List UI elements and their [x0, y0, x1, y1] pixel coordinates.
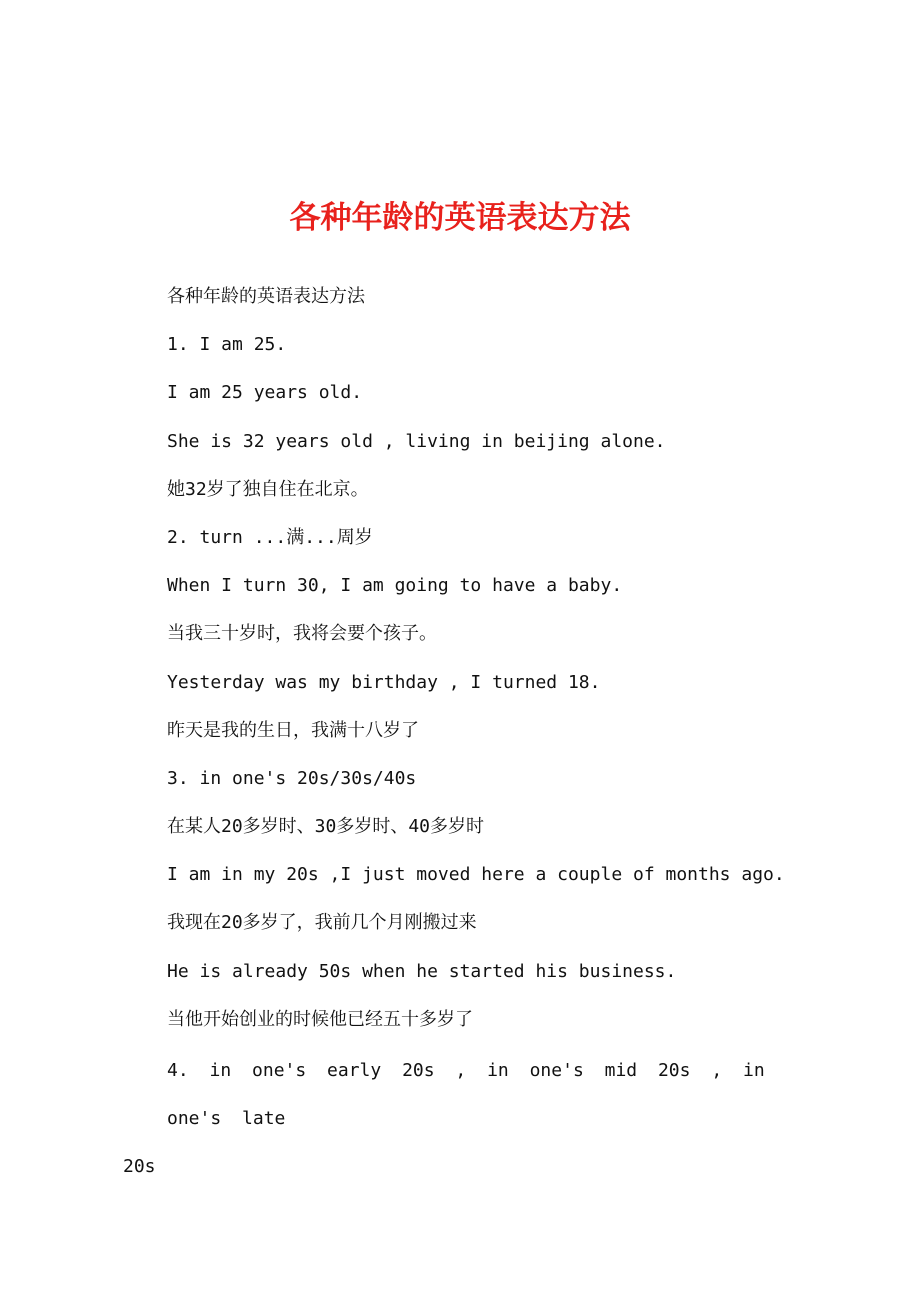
paragraph-point-1: 1. I am 25.: [167, 334, 287, 356]
paragraph-example: When I turn 30, I am going to have a baby.: [167, 575, 623, 597]
paragraph-translation: 她32岁了独自住在北京。: [167, 478, 369, 500]
paragraph-translation: 我现在20多岁了，我前几个月刚搬过来: [167, 912, 477, 934]
paragraph-point-2: 2. turn ...满...周岁: [167, 526, 373, 548]
document-title: 各种年龄的英语表达方法: [289, 200, 631, 236]
paragraph-translation: 在某人20多岁时、30多岁时、40多岁时: [167, 816, 485, 838]
paragraph-point-4-first-part: 4. in one's early 20s , in one's mid 20s , in one's late: [167, 1060, 765, 1129]
paragraph-heading: 各种年龄的英语表达方法: [167, 286, 365, 307]
paragraph-example: She is 32 years old , living in beijing alone.: [167, 430, 666, 452]
paragraph-translation: 当他开始创业的时候他已经五十多岁了: [167, 1008, 473, 1030]
paragraph-point-3: 3. in one's 20s/30s/40s: [167, 767, 417, 789]
paragraph-example: I am 25 years old.: [167, 382, 363, 404]
paragraph-example: I am in my 20s ,I just moved here a couple of months ago.: [167, 864, 785, 886]
paragraph-point-4: [123, 1047, 813, 1191]
paragraph-example: Yesterday was my birthday , I turned 18.: [167, 671, 601, 693]
paragraph-example: He is already 50s when he started his business.: [167, 960, 677, 982]
paragraph-point-4-second-part: 20s: [123, 1156, 156, 1177]
paragraph-translation: 昨天是我的生日，我满十八岁了: [167, 719, 419, 741]
document-body: [123, 276, 813, 1191]
paragraph-translation: 当我三十岁时，我将会要个孩子。: [167, 623, 437, 645]
